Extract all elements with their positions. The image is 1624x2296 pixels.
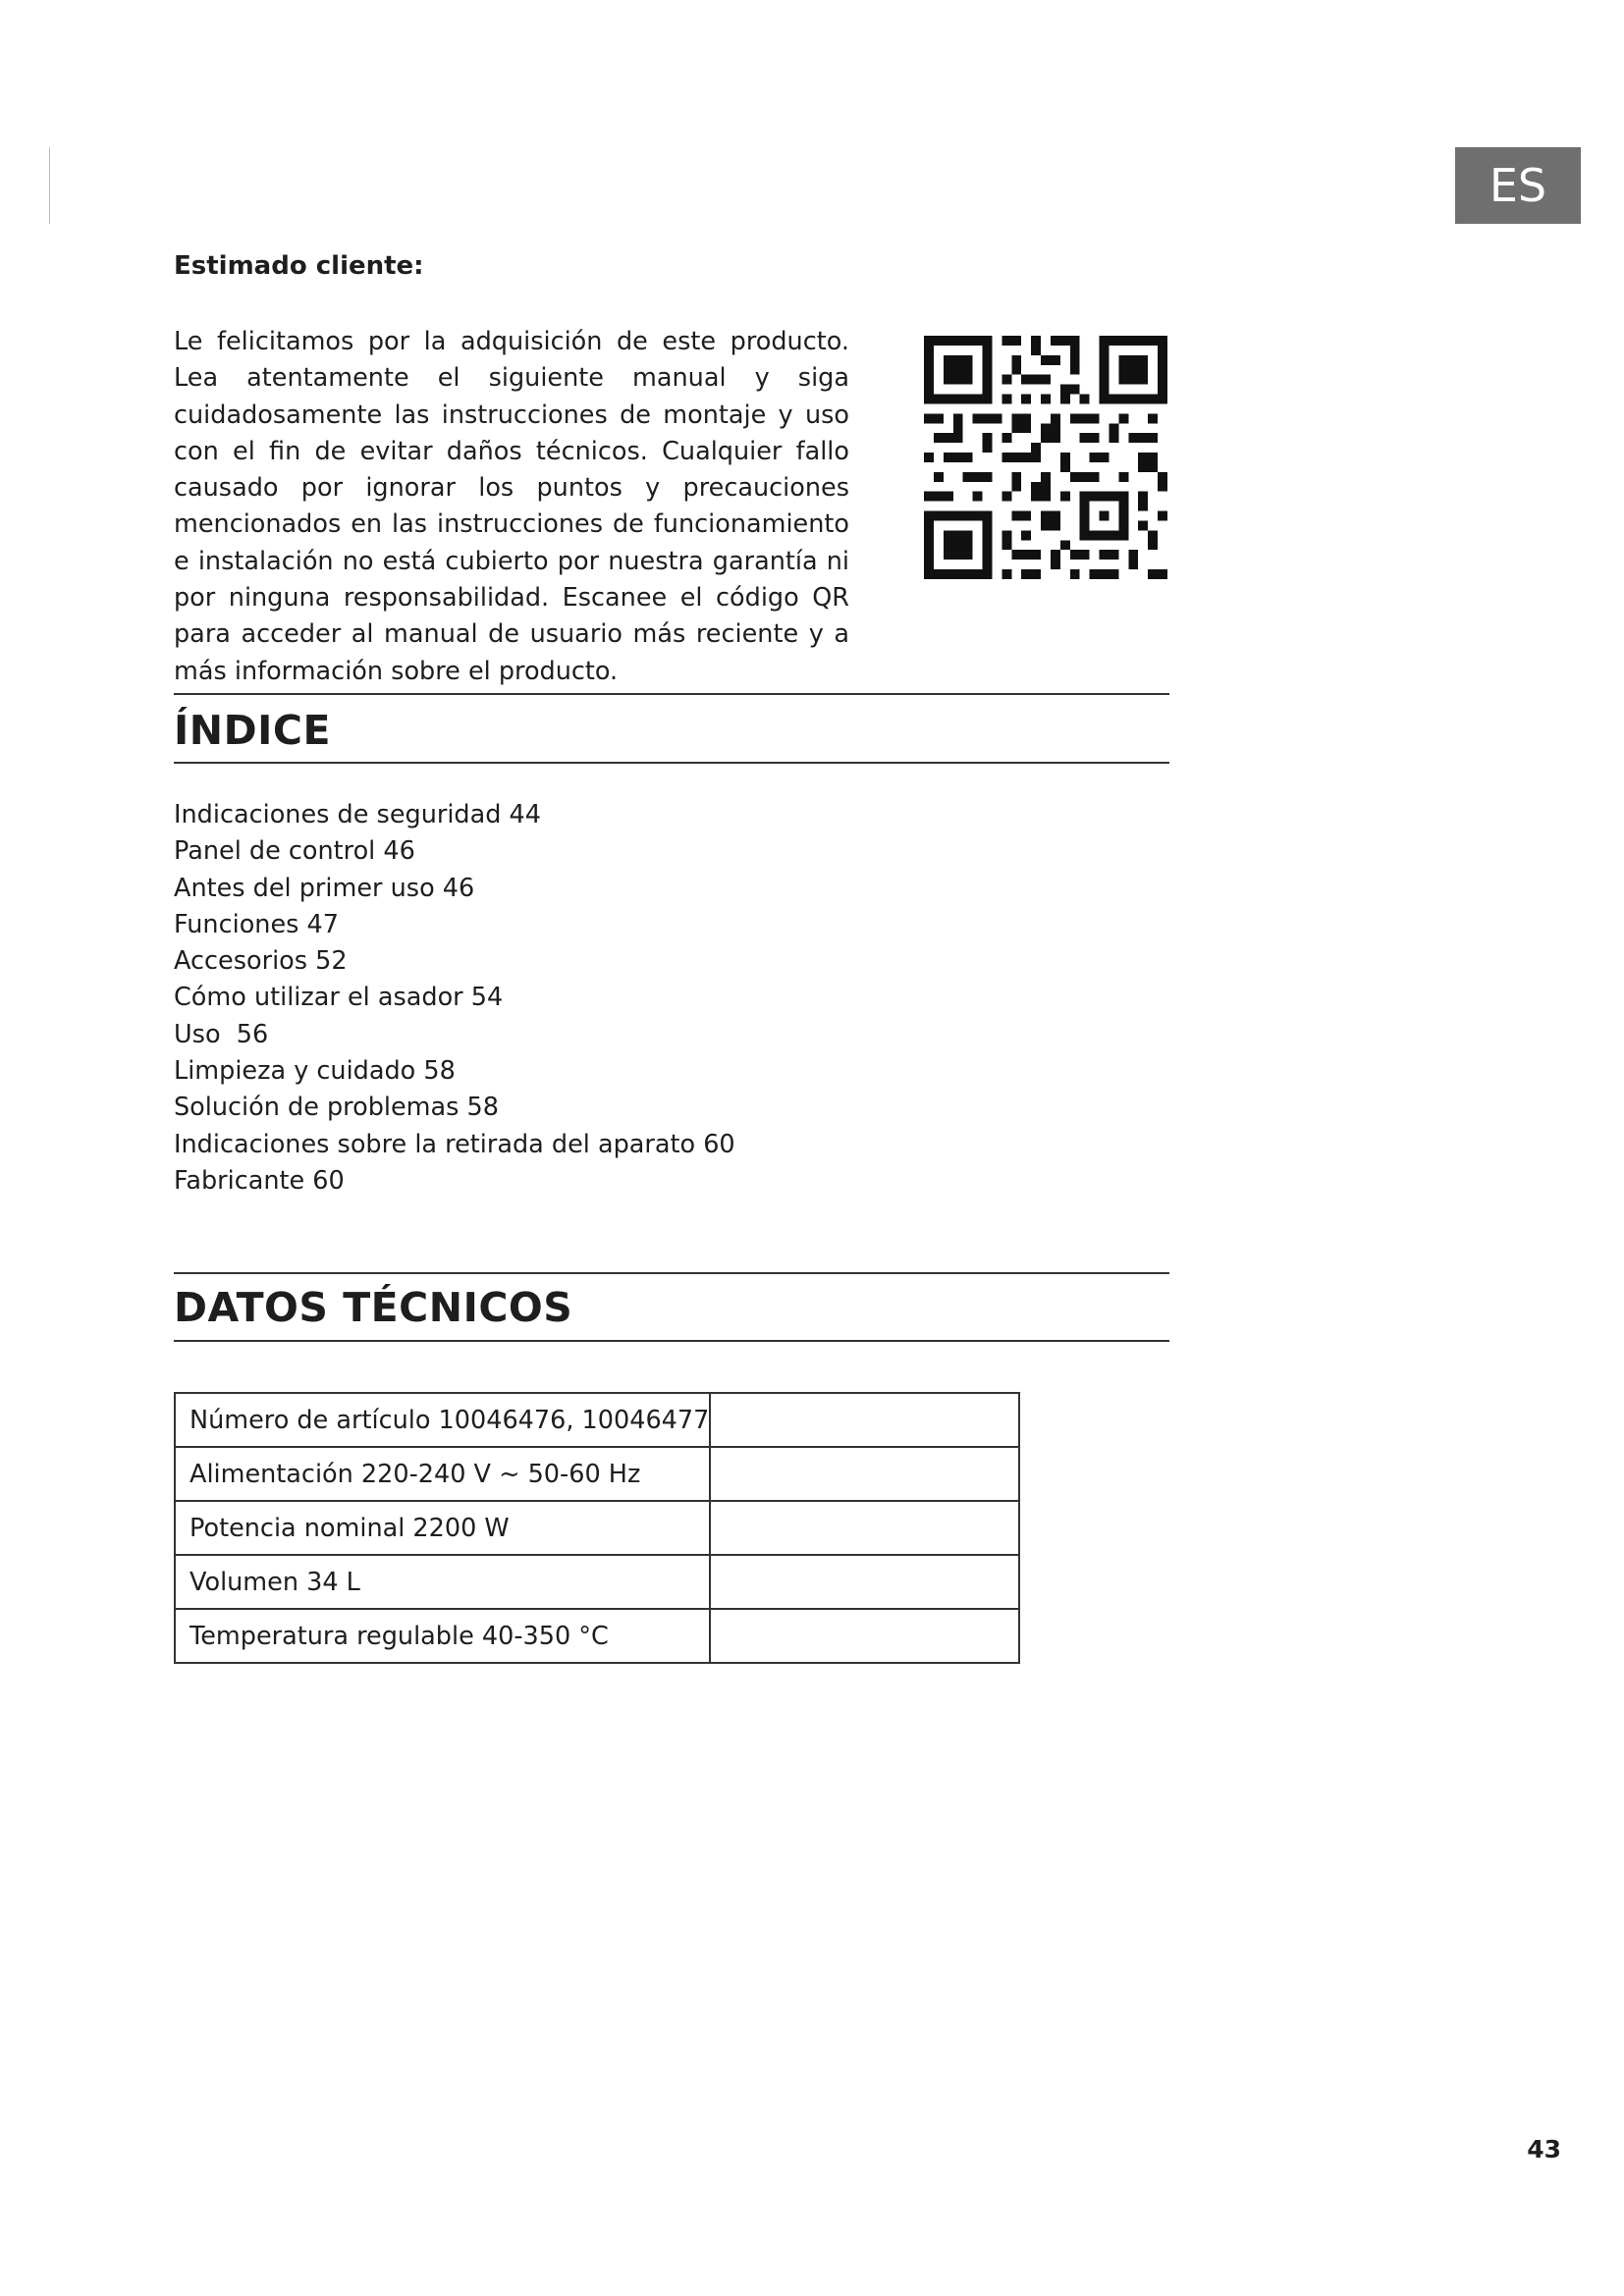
index-item: Indicaciones de seguridad 44 [174,800,541,829]
tech-data-title: DATOS TÉCNICOS [174,1284,573,1331]
spec-cell: Número de artículo 10046476, 10046477 [175,1393,710,1447]
spec-cell: Volumen 34 L [175,1555,710,1609]
index-item: Funciones 47 [174,909,339,939]
spec-cell-empty [710,1609,1019,1663]
spec-cell: Alimentación 220-240 V ~ 50-60 Hz [175,1447,710,1501]
index-rule-top [174,693,1169,695]
index-list [174,797,735,1200]
index-item: Accesorios 52 [174,946,348,977]
tech-data-rule-top [174,1272,1169,1274]
index-item: Solución de problemas 58 [174,1093,499,1123]
index-item: Uso 56 [174,1019,269,1049]
index-item: Limpieza y cuidado 58 [174,1056,456,1087]
qr-code-icon [924,336,1167,579]
margin-rule [49,147,50,224]
index-rule-bottom [174,762,1169,764]
language-tab: ES [1455,147,1581,224]
table-row [175,1447,1019,1501]
tech-data-table [174,1392,1020,1664]
table-row [175,1501,1019,1555]
table-row [175,1609,1019,1663]
index-item: Panel de control 46 [174,836,415,867]
page-number: 43 [1527,2135,1561,2163]
spec-cell-empty [710,1501,1019,1555]
table-row [175,1393,1019,1447]
table-row [175,1555,1019,1609]
spec-cell: Temperatura regulable 40-350 °C [175,1609,710,1663]
greeting: Estimado cliente: [174,251,424,281]
spec-cell: Potencia nominal 2200 W [175,1501,710,1555]
index-item: Antes del primer uso 46 [174,873,475,903]
index-item: Fabricante 60 [174,1165,345,1196]
tech-data-rule-bottom [174,1340,1169,1342]
spec-cell-empty [710,1447,1019,1501]
intro-paragraph: Le felicitamos por la adquisición de este producto. Lea atentamente el siguiente manual y siga cuidadosamente las instrucciones de montaje y uso con el fin de evitar daños técnicos. Cualquier fallo causado por ignorar los puntos y precauciones mencionados en las instrucciones de funcionamiento e instalación no está cubierto por nuestra garantía ni por ninguna responsabilidad. Escanee el código QR para acceder al manual de usuario más reciente y a más información sobre el producto. [174,327,849,686]
index-item: Indicaciones sobre la retirada del aparato 60 [174,1129,735,1159]
index-item: Cómo utilizar el asador 54 [174,983,504,1013]
spec-cell-empty [710,1393,1019,1447]
index-title: ÍNDICE [174,707,331,754]
spec-cell-empty [710,1555,1019,1609]
